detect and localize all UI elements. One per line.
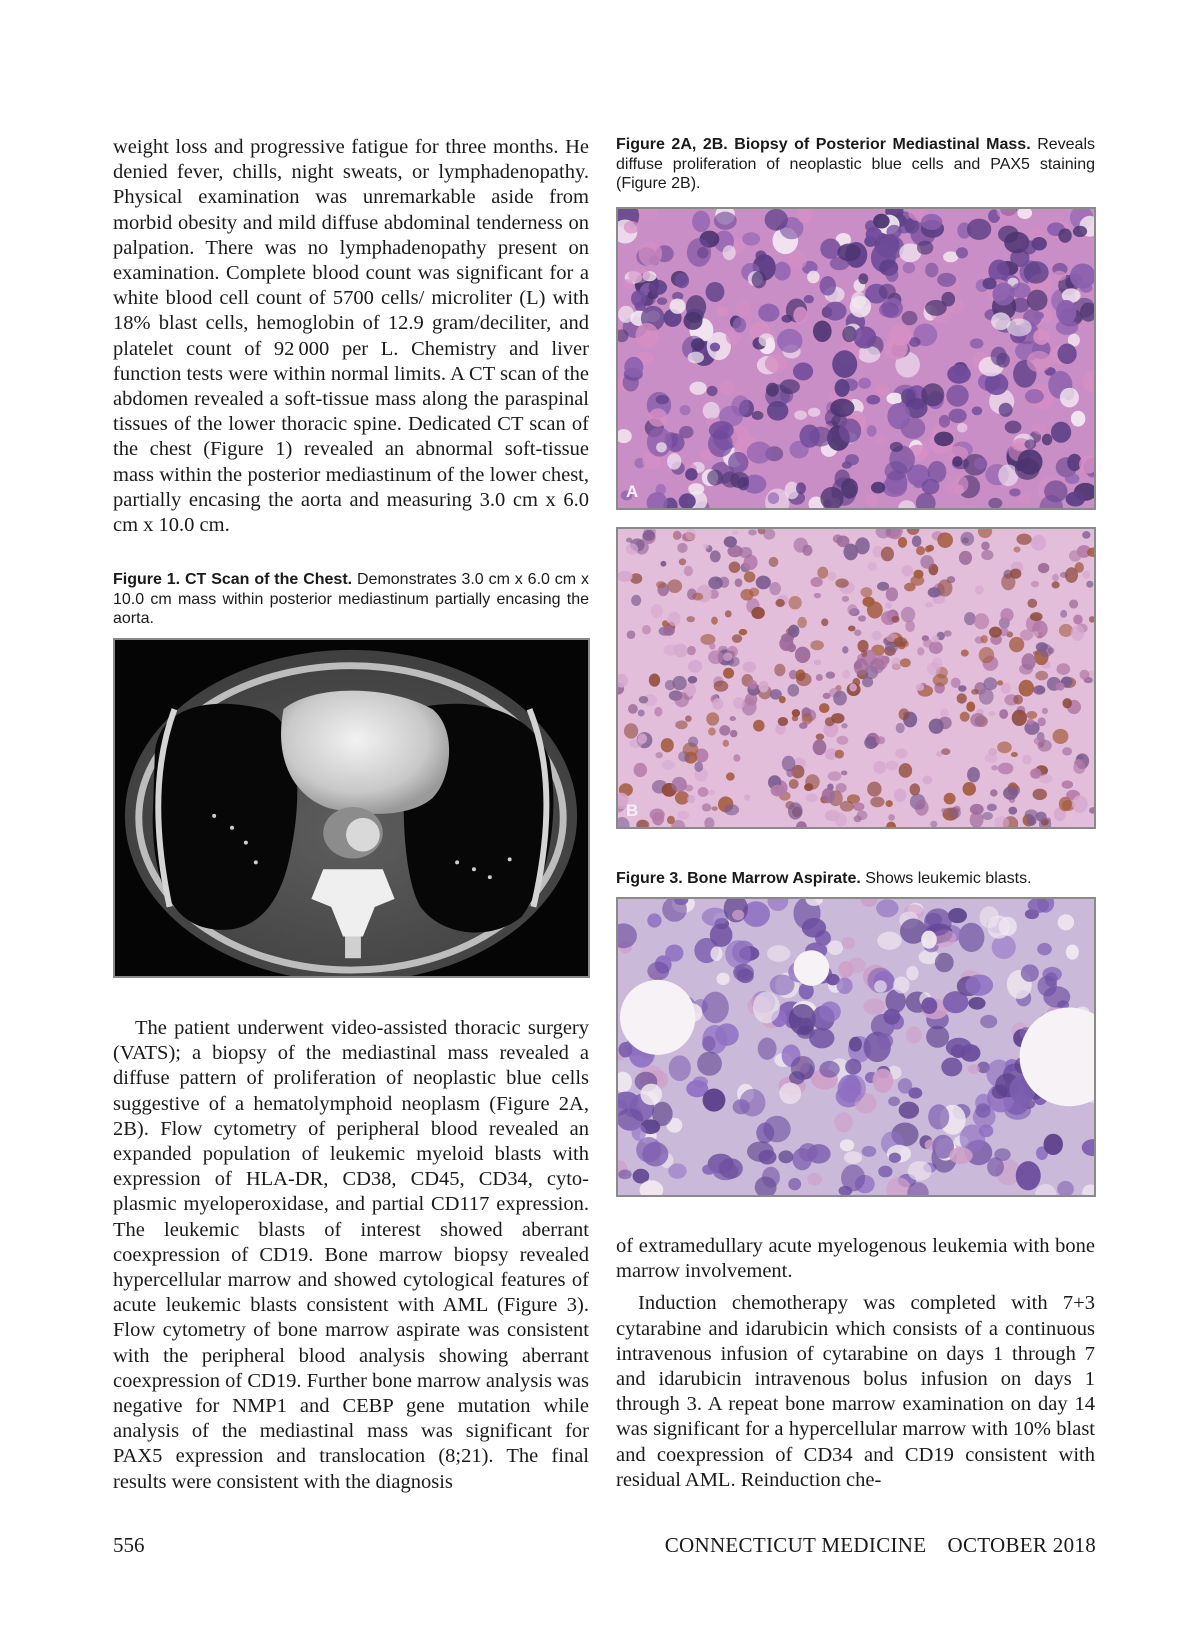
figure-2-caption — [616, 135, 1095, 194]
figure-3-caption — [616, 869, 1095, 889]
figure-3-bone-marrow-image — [616, 897, 1096, 1197]
page-number: 556 — [113, 1533, 145, 1557]
left-column-text-top — [113, 135, 589, 538]
body-paragraph: of extramedullary acute myelogenous leukemia with bone marrow involvement. — [616, 1235, 1095, 1283]
figure-1-caption-title: Figure 1. CT Scan of the Chest. — [113, 571, 353, 588]
figure-3-caption-text: Shows leukemic blasts. — [865, 870, 1032, 887]
figure-1-caption — [113, 570, 589, 629]
figure-1-ct-scan-image — [113, 638, 590, 978]
figure-2b-pax5-stain-image — [616, 527, 1096, 829]
body-paragraph: The patient underwent video-assisted thoracic surgery (VATS); a biopsy of the mediastinal mass revealed a diffuse pattern of proliferation of neoplastic blue cells suggestive of a hematolymphoid neoplasm (Figure 2A, 2B). Flow cytometry of peripheral blood revealed an expanded population of leukemic myeloid blasts with expression of HLA-DR, CD38, CD45, CD34, cytoplasmic myeloperoxidase, and partial CD117 expression. The leukemic blasts of interest showed aberrant coexpression of CD19. Bone marrow biopsy revealed hypercellular marrow and showed cytological features of acute leukemic blasts consistent with AML (Figure 3). Flow cytometry of bone marrow aspirate was consistent with the peripheral blood analysis showing aberrant coexpression of CD19. Further bone marrow analysis was negative for NMP1 and CEBP gene mutation while analysis of the mediastinal mass was significant for PAX5 expression and translocation (8;21). The final results were consistent with the diagnosis — [113, 1017, 589, 1493]
figure-3-caption-title: Figure 3. Bone Marrow Aspirate. — [616, 870, 861, 887]
figure-2-caption-text: Reveals diffuse proliferation of neoplastic blue cells and PAX5 staining (Figure 2B). — [616, 136, 1095, 192]
journal-issue: OCTOBER 2018 — [947, 1533, 1096, 1557]
journal-footer — [665, 1533, 1096, 1558]
panel-label-b: B — [626, 801, 639, 820]
figure-2a-histology-image — [616, 207, 1096, 510]
body-paragraph: Induction chemotherapy was completed with 7+3 cytarabine and idarubicin which consists of a continuous intravenous infusion of cytarabine on days 1 through 7 and idarubicin intravenous bolus infusion on days 1 through 3. A repeat bone marrow examination on day 14 was significant for a hypercellular marrow with 10% blast and coexpression of CD34 and CD19 consistent with residual AML. Reinduction che- — [616, 1292, 1095, 1491]
panel-label-a: A — [626, 482, 639, 501]
figure-2-caption-title: Figure 2A, 2B. Biopsy of Posterior Mediastinal Mass. — [616, 136, 1031, 153]
figure-1-caption-text: Demonstrates 3.0 cm x 6.0 cm x 10.0 cm mass within posterior mediastinum partially encasing the aorta. — [113, 571, 590, 627]
body-paragraph: weight loss and progressive fatigue for three months. He denied fever, chills, night sweats, or lymphadenopathy. Physical examination was unremarkable aside from morbid obesity and mild diffuse abdominal tenderness on palpation. There was no lymphadenopathy present on examination. Complete blood count was significant for a white blood cell count of 5700 cells/ microliter (L) with 18% blast cells, hemoglobin of 12.9 gram/deciliter, and platelet count of 92 000 per L. Chemistry and liver function tests were within normal limits. A CT scan of the abdomen revealed a soft-tissue mass along the paraspinal tissues of the lower thoracic spine. Dedicated CT scan of the chest (Figure 1) revealed an abnormal soft-tissue mass within the posterior mediastinum of the lower chest, partially encasing the aorta and measuring 3.0 cm x 6.0 cm x 10.0 cm. — [113, 136, 589, 537]
left-column-text-bottom — [113, 1016, 589, 1495]
journal-name: CONNECTICUT MEDICINE — [664, 1533, 927, 1557]
right-column-text — [616, 1234, 1095, 1493]
